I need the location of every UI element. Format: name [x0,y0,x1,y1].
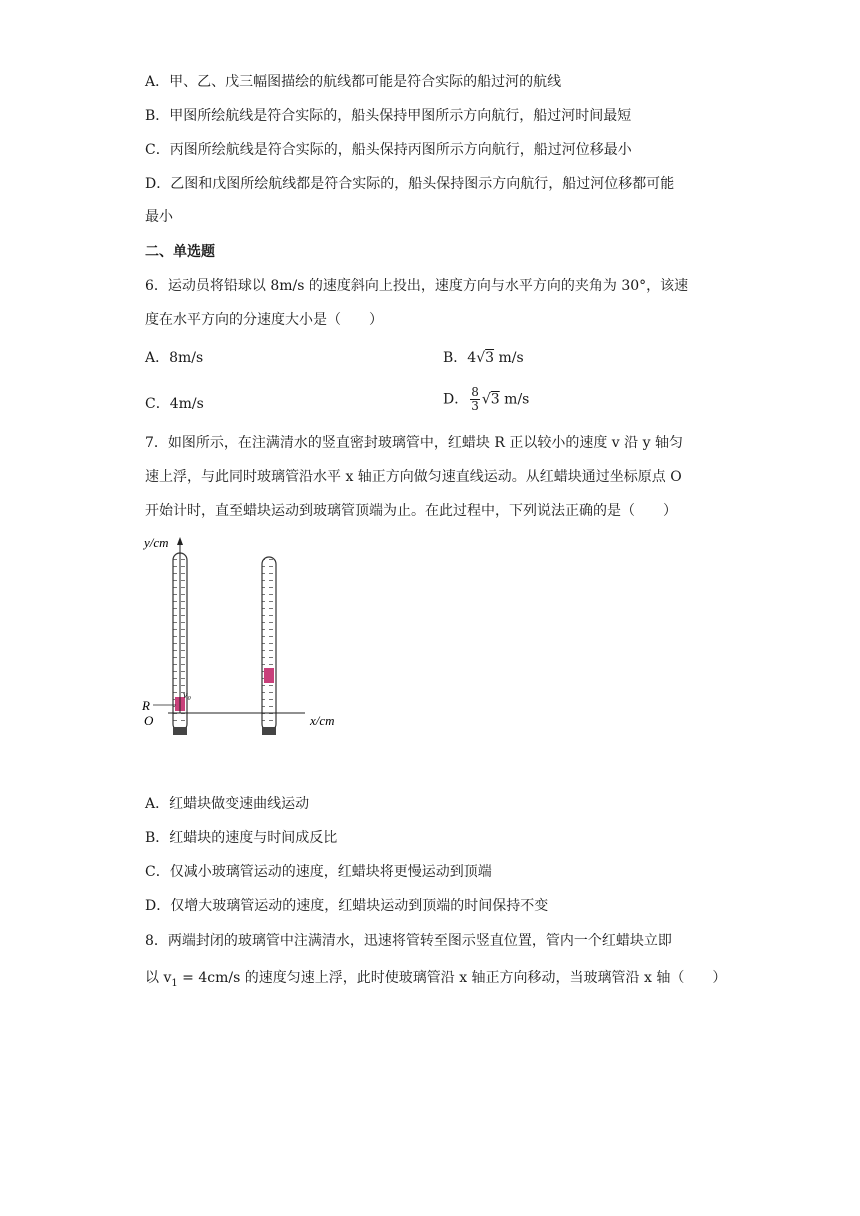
q7-option-b: B．红蜡块的速度与时间成反比 [145,830,338,846]
q6-option-b: B．4√3 m/s [443,350,524,366]
q8-stem-line1: 8．两端封闭的玻璃管中注满清水，迅速将管转至图示竖直位置，管内一个红蜡块立即 [145,933,672,949]
q6-stem-line2: 度在水平方向的分速度大小是（ ） [145,312,383,328]
glass-tube-right [262,557,276,735]
q5-option-d-line2: 最小 [145,209,173,225]
y-axis-arrow-icon [177,537,183,545]
q8-stem-line2: 以 $v_1 = 4cm/s$ 的速度匀速上浮，此时使玻璃管沿 x 轴正方向移动，当玻璃管沿 x 轴（ ） [145,970,727,989]
q5-option-d-line1: D．乙图和戊图所绘航线都是符合实际的，船头保持图示方向航行，船过河位移都可能 [145,176,675,192]
r-label: R [142,698,150,713]
q7-option-a: A．红蜡块做变速曲线运动 [145,796,310,812]
q7-stem-line3: 开始计时，直至蜡块运动到玻璃管顶端为止。在此过程中，下列说法正确的是（ ） [145,503,677,519]
x-axis-label: x/cm [310,713,335,728]
q6-option-a: A．8m/s [145,350,204,366]
red-block-moved [264,668,274,683]
q7-figure [140,535,350,745]
q6-stem-line1: 6．运动员将铅球以 8m/s 的速度斜向上投出，速度方向与水平方向的夹角为 30°，该速 [145,278,689,294]
q7-stem-line1: 7．如图所示，在注满清水的竖直密封玻璃管中，红蜡块 R 正以较小的速度 v 沿 y 轴匀 [145,435,683,451]
q7-option-d: D．仅增大玻璃管运动的速度，红蜡块运动到顶端的时间保持不变 [145,898,549,914]
section-title: 二、单选题 [145,244,215,260]
q7-stem-line2: 速上浮，与此同时玻璃管沿水平 x 轴正方向做匀速直线运动。从红蜡块通过坐标原点 O [145,469,682,485]
q5-option-a: A．甲、乙、戊三幅图描绘的航线都可能是符合实际的船过河的航线 [145,74,562,90]
q6-option-d: D． $\frac{8}{3}$ √3 m/s [443,385,530,413]
q5-option-c: C．丙图所绘航线是符合实际的，船头保持丙图所示方向航行，船过河位移最小 [145,142,632,158]
q7-option-c: C．仅减小玻璃管运动的速度，红蜡块将更慢运动到顶端 [145,864,492,880]
y-axis-label: y/cm [144,535,169,550]
velocity-label: v₀ [183,690,191,701]
origin-label: O [144,713,154,728]
q5-option-b: B．甲图所绘航线是符合实际的，船头保持甲图所示方向航行，船过河时间最短 [145,108,632,124]
q6-option-c: C．4m/s [145,396,204,412]
